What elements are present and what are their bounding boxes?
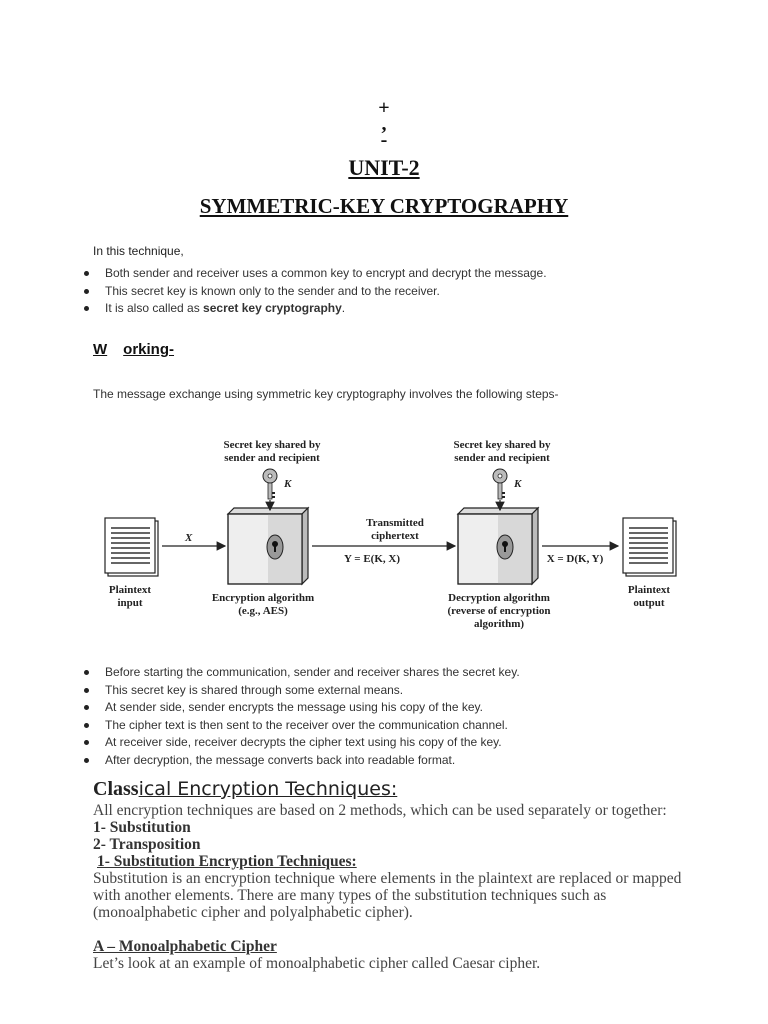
plaintext-output-label-1: Plaintext [627, 584, 671, 596]
key-k-left: K [284, 478, 292, 490]
list-item: This secret key is shared through some external means. [80, 682, 520, 700]
intro-bullet-list [80, 265, 547, 318]
key-label-left-1: Secret key shared by [223, 439, 321, 451]
list-item: The cipher text is then sent to the receiver over the communication channel. [80, 717, 520, 735]
intro-text: In this technique, [93, 244, 184, 258]
steps-intro-text: The message exchange using symmetric key cryptography involves the following steps- [93, 387, 559, 401]
monoalphabetic-text: Let’s look at an example of monoalphabetic cipher called Caesar cipher. [93, 955, 541, 972]
transmitted-label-1: Transmitted [366, 517, 424, 529]
working-heading: W orking- [93, 341, 175, 358]
decryption-label-1: Decryption algorithm [448, 592, 550, 604]
key-k-right: K [514, 478, 522, 490]
plaintext-input-label-1: Plaintext [108, 584, 152, 596]
methods-intro: All encryption techniques are based on 2 methods, which can be used separately or together: [93, 802, 667, 819]
key-label-right-2: sender and recipient [454, 452, 550, 464]
header-marks [360, 97, 408, 151]
plaintext-input-label-2: input [117, 597, 143, 609]
method-transposition: 2- Transposition [93, 836, 201, 853]
classical-body [93, 802, 683, 972]
list-item: Both sender and receiver uses a common key to encrypt and decrypt the message. [80, 265, 547, 283]
key-label-right-1: Secret key shared by [453, 439, 551, 451]
key-label-left-2: sender and recipient [224, 452, 320, 464]
mark-comma: , [381, 113, 387, 135]
substitution-heading: 1- Substitution Encryption Techniques: [97, 853, 357, 870]
document-icon [623, 518, 676, 576]
decryption-label-3: algorithm) [473, 618, 525, 630]
plaintext-output-label-2: output [633, 597, 665, 609]
key-icon [263, 469, 277, 499]
decryption-label-2: (reverse of encryption [447, 605, 551, 617]
list-item: At sender side, sender encrypts the message using his copy of the key. [80, 699, 520, 717]
monoalphabetic-heading: A – Monoalphabetic Cipher [93, 938, 277, 955]
list-item: It is also called as secret key cryptography. [80, 300, 547, 318]
symmetric-cipher-diagram [100, 432, 680, 637]
lock-box-icon [228, 508, 308, 584]
transmitted-label-2: ciphertext [371, 530, 419, 542]
classical-heading: Classical Encryption Techniques: [93, 778, 398, 800]
substitution-paragraph: Substitution is an encryption technique where elements in the plaintext are replaced or mapped with another elements. There are many types of the substitution techniques such as (monoalphabetic cipher and polyalphabetic cipher). [93, 870, 682, 921]
mark-dash: - [380, 129, 388, 151]
steps-bullet-list [80, 664, 520, 769]
mark-plus: + [378, 97, 390, 119]
encryption-label-1: Encryption algorithm [211, 592, 315, 604]
key-icon [493, 469, 507, 499]
lock-box-icon [458, 508, 538, 584]
decrypt-equation: X = D(K, Y) [546, 553, 604, 565]
method-substitution: 1- Substitution [93, 819, 191, 836]
list-item: At receiver side, receiver decrypts the cipher text using his copy of the key. [80, 734, 520, 752]
list-item: Before starting the communication, sender and receiver shares the secret key. [80, 664, 520, 682]
encrypt-equation: Y = E(K, X) [344, 553, 400, 565]
unit-heading: UNIT-2 [348, 155, 420, 180]
list-item: This secret key is known only to the sender and to the receiver. [80, 283, 547, 301]
page-title: SYMMETRIC-KEY CRYPTOGRAPHY [199, 194, 569, 218]
document-icon [105, 518, 158, 576]
encryption-label-2: (e.g., AES) [238, 605, 288, 617]
plaintext-x-label: X [185, 532, 193, 544]
list-item: After decryption, the message converts back into readable format. [80, 752, 520, 770]
